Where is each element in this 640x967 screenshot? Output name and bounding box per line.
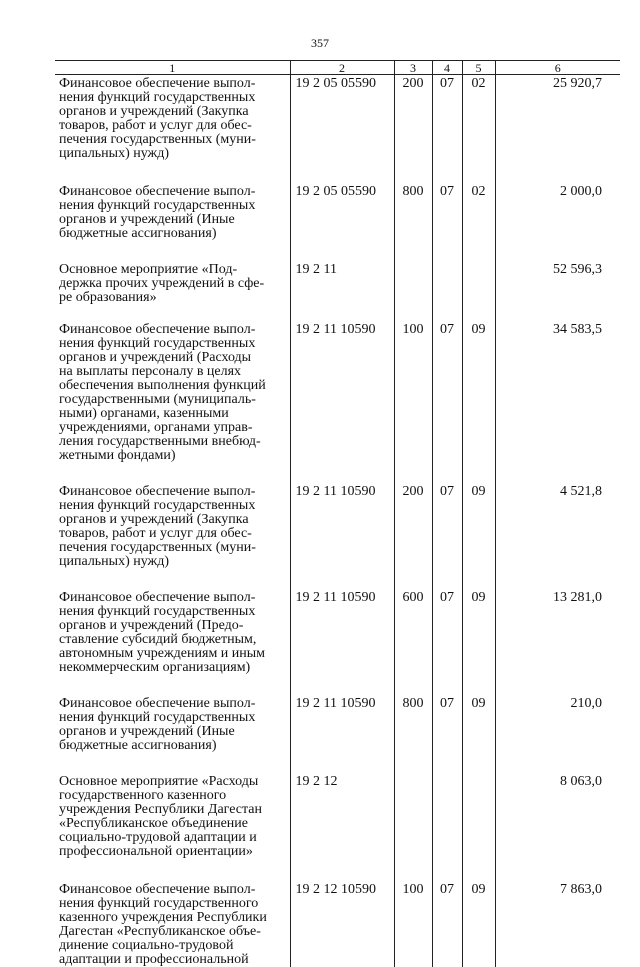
row-col5 <box>462 261 495 305</box>
row-spacer <box>55 241 620 261</box>
spacer-cell <box>462 305 495 321</box>
row-spacer <box>55 569 620 589</box>
spacer-cell <box>290 675 394 695</box>
row-col4: 07 <box>432 483 462 569</box>
row-col3: 100 <box>394 321 432 463</box>
spacer-cell <box>290 463 394 483</box>
row-col4 <box>432 773 462 859</box>
row-col5: 09 <box>462 881 495 967</box>
row-col5 <box>462 773 495 859</box>
table-row <box>55 881 620 967</box>
row-col4: 07 <box>432 75 462 162</box>
row-name: Финансовое обеспечение выпол- нения функций государственных органов и учреждений (Расходы на выплаты персоналу в целях обеспечения выполнения функций государственными (муниципаль- ными) органами, казенными учреждениями, органами управ- ления государственными внебюд- жетными фондами) <box>55 321 290 463</box>
spacer-cell <box>394 305 432 321</box>
row-code: 19 2 11 10590 <box>290 695 394 753</box>
spacer-cell <box>290 569 394 589</box>
table-row <box>55 695 620 753</box>
spacer-cell <box>462 241 495 261</box>
spacer-cell <box>495 463 620 483</box>
spacer-cell <box>394 463 432 483</box>
column-header: 2 <box>290 61 394 75</box>
row-spacer <box>55 463 620 483</box>
spacer-cell <box>462 675 495 695</box>
spacer-cell <box>432 161 462 183</box>
spacer-cell <box>394 161 432 183</box>
table-row <box>55 483 620 569</box>
spacer-cell <box>290 859 394 881</box>
budget-table-container <box>55 60 620 967</box>
row-name: Финансовое обеспечение выпол- нения функций государственных органов и учреждений (Закупка товаров, работ и услуг для обес- печения государственных (муни- ципальных) нужд) <box>55 75 290 162</box>
row-amount: 34 583,5 <box>495 321 620 463</box>
budget-table <box>55 60 620 967</box>
row-col4: 07 <box>432 183 462 241</box>
table-row <box>55 321 620 463</box>
spacer-cell <box>495 569 620 589</box>
row-amount: 4 521,8 <box>495 483 620 569</box>
table-row <box>55 183 620 241</box>
row-col4: 07 <box>432 321 462 463</box>
spacer-cell <box>55 241 290 261</box>
row-col5: 02 <box>462 75 495 162</box>
spacer-cell <box>55 305 290 321</box>
spacer-cell <box>432 305 462 321</box>
row-spacer <box>55 305 620 321</box>
row-col5: 02 <box>462 183 495 241</box>
header-row <box>55 61 620 75</box>
table-row <box>55 75 620 162</box>
spacer-cell <box>55 675 290 695</box>
column-header: 6 <box>495 61 620 75</box>
row-col4 <box>432 261 462 305</box>
row-spacer <box>55 753 620 773</box>
row-col4: 07 <box>432 589 462 675</box>
column-header: 5 <box>462 61 495 75</box>
spacer-cell <box>432 675 462 695</box>
spacer-cell <box>394 675 432 695</box>
spacer-cell <box>290 305 394 321</box>
spacer-cell <box>290 753 394 773</box>
spacer-cell <box>462 161 495 183</box>
row-code: 19 2 05 05590 <box>290 183 394 241</box>
row-amount: 7 863,0 <box>495 881 620 967</box>
spacer-cell <box>495 241 620 261</box>
row-name: Финансовое обеспечение выпол- нения функций государственных органов и учреждений (Иные бюджетные ассигнования) <box>55 695 290 753</box>
row-name: Финансовое обеспечение выпол- нения функций государственных органов и учреждений (Предо- ставление субсидий бюджетным, автономным учреждениям и иным некоммерческим организациям) <box>55 589 290 675</box>
table-header <box>55 61 620 75</box>
spacer-cell <box>394 859 432 881</box>
row-col4: 07 <box>432 881 462 967</box>
page-number: 357 <box>0 36 640 51</box>
row-col3: 800 <box>394 695 432 753</box>
spacer-cell <box>495 305 620 321</box>
spacer-cell <box>55 161 290 183</box>
row-name: Финансовое обеспечение выпол- нения функций государственного казенного учреждения Республики Дагестан «Республиканское объе- динение социально-трудовой адаптации и профессиональной <box>55 881 290 967</box>
row-spacer <box>55 161 620 183</box>
table-row <box>55 773 620 859</box>
row-amount: 2 000,0 <box>495 183 620 241</box>
row-code: 19 2 11 10590 <box>290 589 394 675</box>
row-col3: 100 <box>394 881 432 967</box>
row-amount: 13 281,0 <box>495 589 620 675</box>
row-col3 <box>394 773 432 859</box>
row-amount: 210,0 <box>495 695 620 753</box>
row-code: 19 2 11 <box>290 261 394 305</box>
spacer-cell <box>432 753 462 773</box>
row-col5: 09 <box>462 695 495 753</box>
row-code: 19 2 11 10590 <box>290 321 394 463</box>
spacer-cell <box>394 753 432 773</box>
row-amount: 8 063,0 <box>495 773 620 859</box>
spacer-cell <box>462 569 495 589</box>
column-header: 1 <box>55 61 290 75</box>
spacer-cell <box>462 859 495 881</box>
row-col3: 600 <box>394 589 432 675</box>
row-col5: 09 <box>462 589 495 675</box>
row-code: 19 2 11 10590 <box>290 483 394 569</box>
row-code: 19 2 05 05590 <box>290 75 394 162</box>
spacer-cell <box>394 569 432 589</box>
spacer-cell <box>55 753 290 773</box>
spacer-cell <box>495 753 620 773</box>
spacer-cell <box>394 241 432 261</box>
spacer-cell <box>495 675 620 695</box>
row-col4: 07 <box>432 695 462 753</box>
row-col3: 200 <box>394 75 432 162</box>
spacer-cell <box>290 161 394 183</box>
row-spacer <box>55 675 620 695</box>
row-amount: 52 596,3 <box>495 261 620 305</box>
row-col5: 09 <box>462 321 495 463</box>
column-header: 4 <box>432 61 462 75</box>
row-code: 19 2 12 10590 <box>290 881 394 967</box>
table-row <box>55 589 620 675</box>
column-header: 3 <box>394 61 432 75</box>
row-name: Основное мероприятие «Расходы государственного казенного учреждения Республики Дагестан «Республиканское объединение социально-трудовой адаптации и профессиональной ориентации» <box>55 773 290 859</box>
row-code: 19 2 12 <box>290 773 394 859</box>
spacer-cell <box>55 569 290 589</box>
table-row <box>55 261 620 305</box>
row-name: Основное мероприятие «Под- держка прочих учреждений в сфе- ре образования» <box>55 261 290 305</box>
spacer-cell <box>432 859 462 881</box>
spacer-cell <box>462 463 495 483</box>
row-col3 <box>394 261 432 305</box>
table-body <box>55 75 620 967</box>
spacer-cell <box>495 859 620 881</box>
spacer-cell <box>55 859 290 881</box>
row-name: Финансовое обеспечение выпол- нения функций государственных органов и учреждений (Закупка товаров, работ и услуг для обес- печения государственных (муни- ципальных) нужд) <box>55 483 290 569</box>
row-col5: 09 <box>462 483 495 569</box>
spacer-cell <box>432 569 462 589</box>
row-col3: 800 <box>394 183 432 241</box>
spacer-cell <box>432 463 462 483</box>
spacer-cell <box>290 241 394 261</box>
row-spacer <box>55 859 620 881</box>
row-col3: 200 <box>394 483 432 569</box>
row-name: Финансовое обеспечение выпол- нения функций государственных органов и учреждений (Иные бюджетные ассигнования) <box>55 183 290 241</box>
spacer-cell <box>55 463 290 483</box>
spacer-cell <box>462 753 495 773</box>
spacer-cell <box>495 161 620 183</box>
row-amount: 25 920,7 <box>495 75 620 162</box>
spacer-cell <box>432 241 462 261</box>
